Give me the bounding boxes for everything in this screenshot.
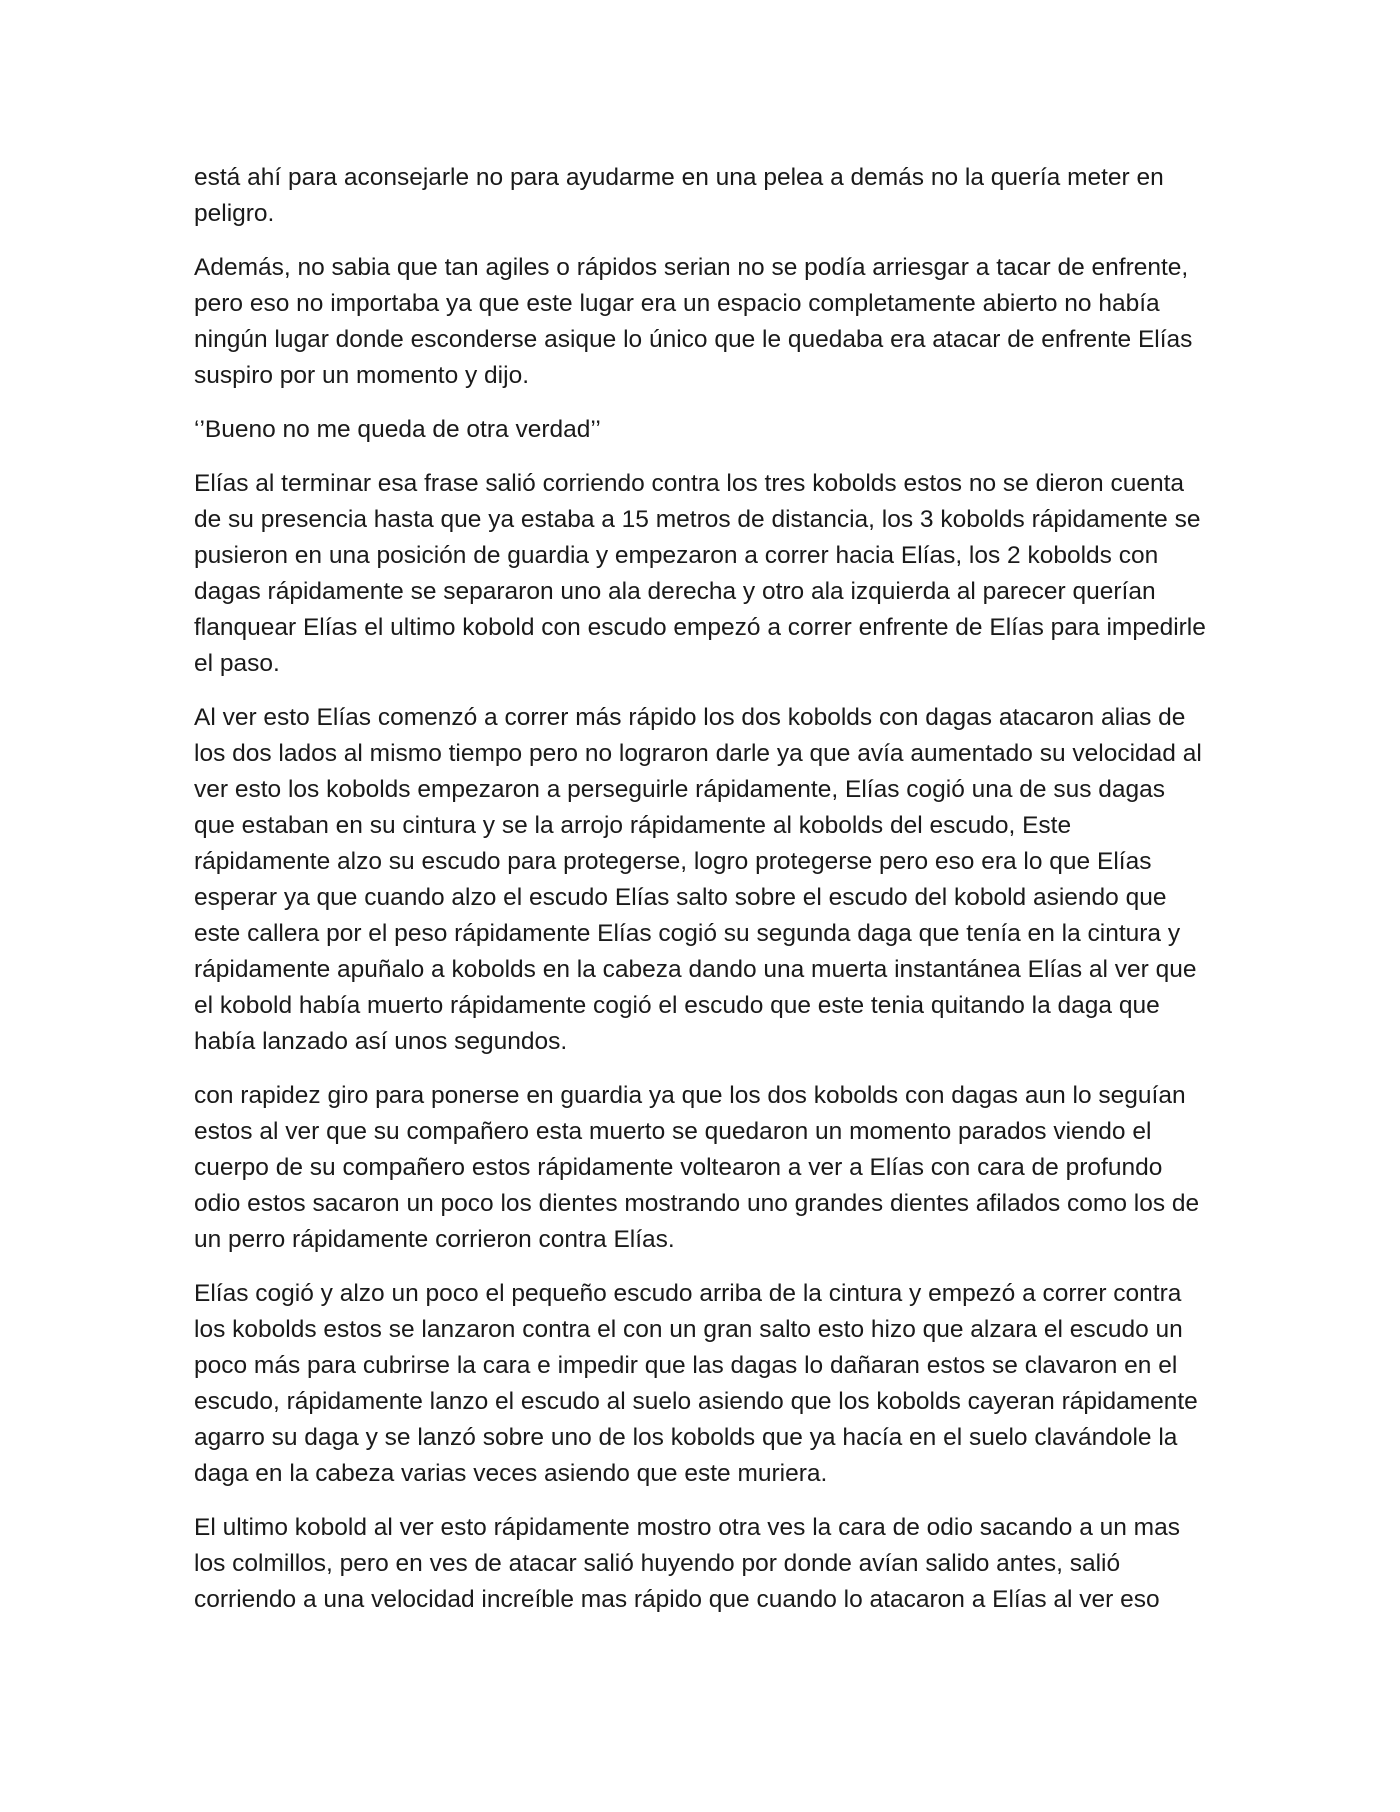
document-body bbox=[194, 160, 1210, 1636]
paragraph-4: Elías al terminar esa frase salió corriendo contra los tres kobolds estos no se dieron cuenta de su presencia hasta que ya estaba a 15 metros de distancia, los 3 kobolds rápidamente se pusieron en una posición de guardia y empezaron a correr hacia Elías, los 2 kobolds con dagas rápidamente se separaron uno ala derecha y otro ala izquierda al parecer querían flanquear Elías el ultimo kobold con escudo empezó a correr enfrente de Elías para impedirle el paso. bbox=[194, 470, 1206, 677]
paragraph-3-dialogue: ‘’Bueno no me queda de otra verdad’’ bbox=[194, 416, 601, 443]
paragraph-5: Al ver esto Elías comenzó a correr más rápido los dos kobolds con dagas atacaron alias de los dos lados al mismo tiempo pero no lograron darle ya que avía aumentado su velocidad al ver esto los kobolds empezaron a perseguirle rápidamente, Elías cogió una de sus dagas que estaban en su cintura y se la arrojo rápidamente al kobolds del escudo, Este rápidamente alzo su escudo para protegerse, logro protegerse pero eso era lo que Elías esperar ya que cuando alzo el escudo Elías salto sobre el escudo del kobold asiendo que este callera por el peso rápidamente Elías cogió su segunda daga que tenía en la cintura y rápidamente apuñalo a kobolds en la cabeza dando una muerta instantánea Elías al ver que el kobold había muerto rápidamente cogió el escudo que este tenia quitando la daga que había lanzado así unos segundos. bbox=[194, 704, 1202, 1055]
paragraph-7: Elías cogió y alzo un poco el pequeño escudo arriba de la cintura y empezó a correr contra los kobolds estos se lanzaron contra el con un gran salto esto hizo que alzara el escudo un poco más para cubrirse la cara e impedir que las dagas lo dañaran estos se clavaron en el escudo, rápidamente lanzo el escudo al suelo asiendo que los kobolds cayeran rápidamente agarro su daga y se lanzó sobre uno de los kobolds que ya hacía en el suelo clavándole la daga en la cabeza varias veces asiendo que este muriera. bbox=[194, 1280, 1198, 1487]
paragraph-8: El ultimo kobold al ver esto rápidamente mostro otra ves la cara de odio sacando a un mas los colmillos, pero en ves de atacar salió huyendo por donde avían salido antes, salió corriendo a una velocidad increíble mas rápido que cuando lo atacaron a Elías al ver eso bbox=[194, 1514, 1180, 1613]
paragraph-1: está ahí para aconsejarle no para ayudarme en una pelea a demás no la quería meter en peligro. bbox=[194, 164, 1164, 227]
paragraph-6: con rapidez giro para ponerse en guardia ya que los dos kobolds con dagas aun lo seguían estos al ver que su compañero esta muerto se quedaron un momento parados viendo el cuerpo de su compañero estos rápidamente voltearon a ver a Elías con cara de profundo odio estos sacaron un poco los dientes mostrando uno grandes dientes afilados como los de un perro rápidamente corrieron contra Elías. bbox=[194, 1082, 1200, 1253]
paragraph-2: Además, no sabia que tan agiles o rápidos serian no se podía arriesgar a tacar de enfrente, pero eso no importaba ya que este lugar era un espacio completamente abierto no había ningún lugar donde esconderse asique lo único que le quedaba era atacar de enfrente Elías suspiro por un momento y dijo. bbox=[194, 254, 1193, 389]
